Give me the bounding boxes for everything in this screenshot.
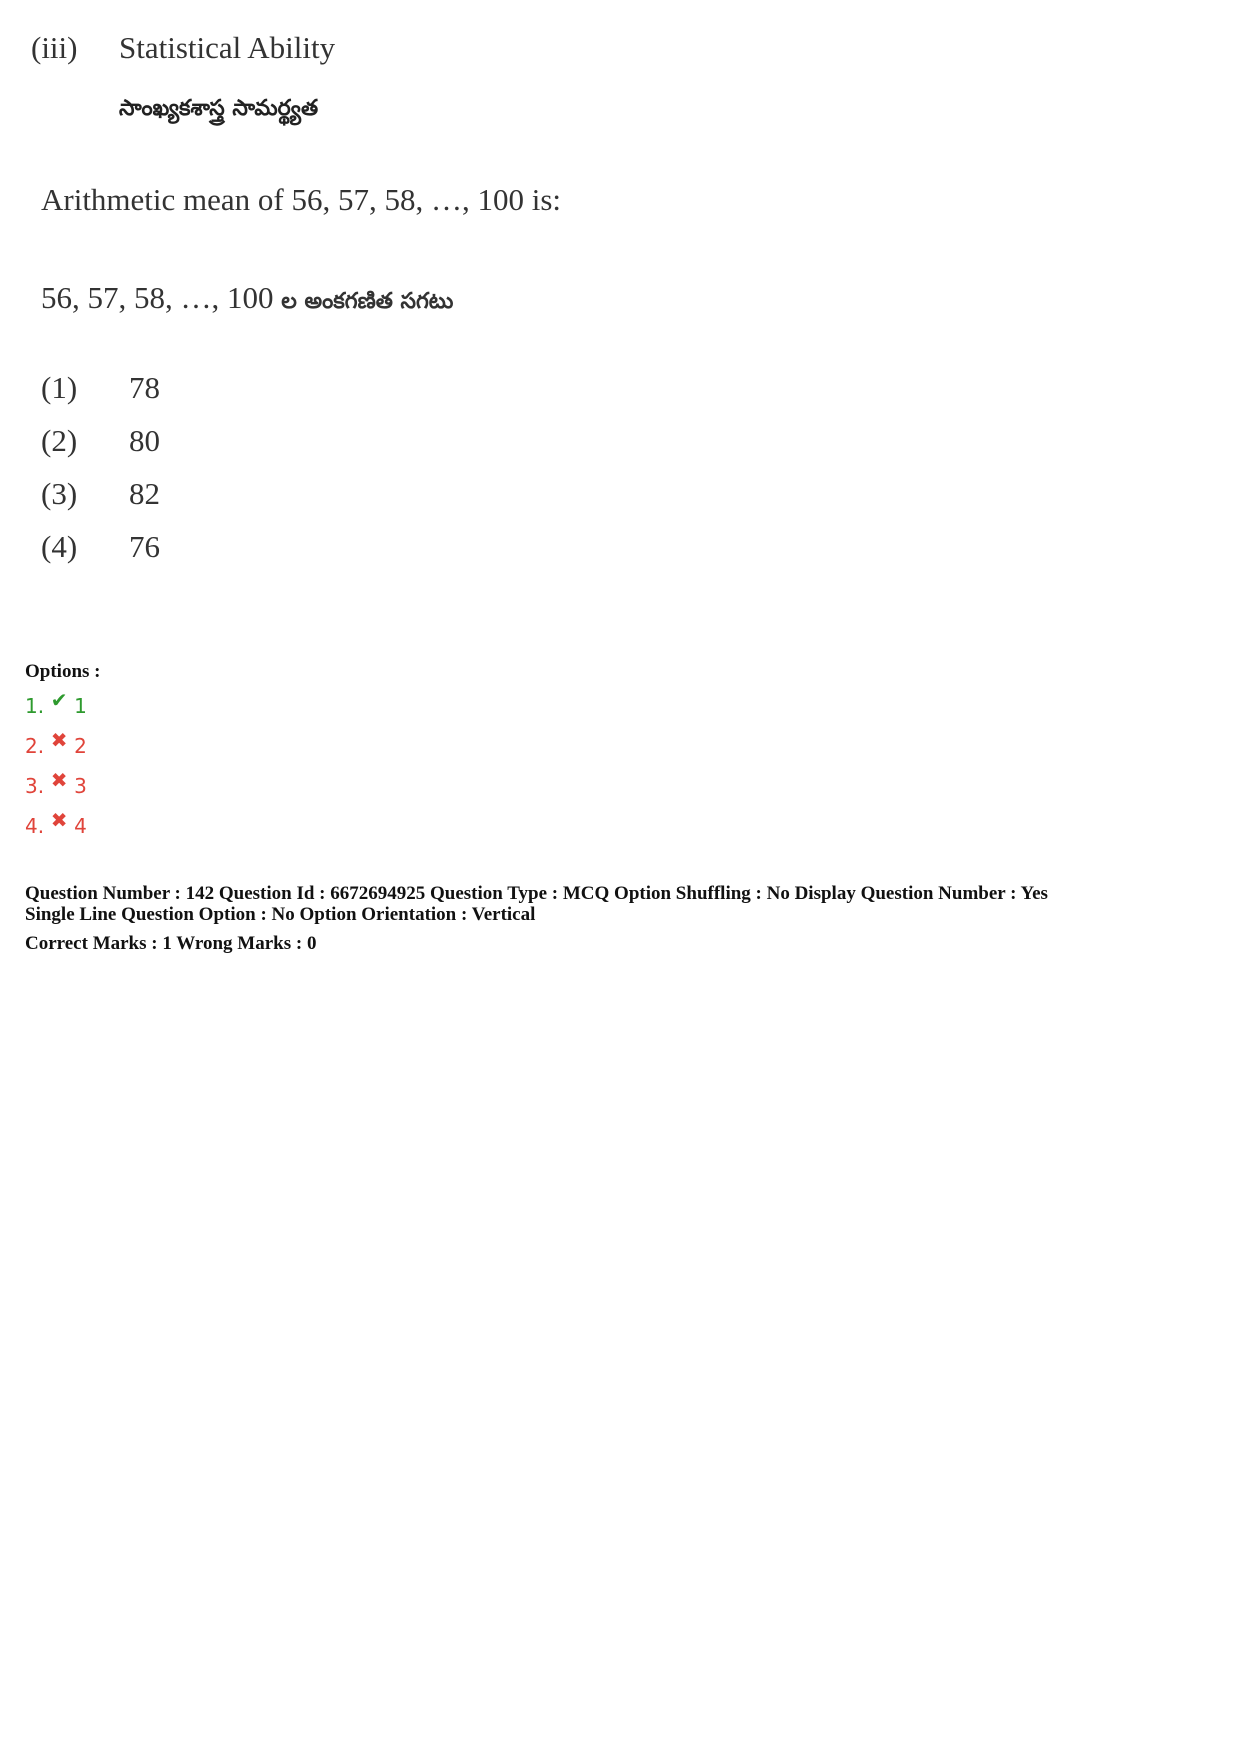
question-text-telugu <box>41 280 453 319</box>
question-meta-line-2: Single Line Question Option : No Option Orientation : Vertical <box>25 904 536 925</box>
choice-value: 80 <box>129 423 160 458</box>
option-index: 4. <box>25 814 45 838</box>
cross-icon: ✖ <box>50 768 68 792</box>
section-number: (iii) <box>31 30 78 65</box>
option-1 <box>25 688 87 718</box>
option-4 <box>25 808 87 838</box>
option-value: 1 <box>74 694 87 718</box>
option-index: 2. <box>25 734 45 758</box>
marks-line: Correct Marks : 1 Wrong Marks : 0 <box>25 933 317 954</box>
cross-icon: ✖ <box>50 728 68 752</box>
cross-icon: ✖ <box>50 808 68 832</box>
option-value: 4 <box>74 814 87 838</box>
question-telugu-numbers: 56, 57, 58, …, 100 <box>41 280 274 315</box>
option-2 <box>25 728 87 758</box>
choice-number: (4) <box>41 529 78 564</box>
question-meta-line-1: Question Number : 142 Question Id : 6672694925 Question Type : MCQ Option Shuffling : No Display Question Number : Yes <box>25 883 1048 904</box>
choice-2 <box>41 423 160 459</box>
option-3 <box>25 768 87 798</box>
question-image <box>24 18 724 658</box>
question-telugu-words: ల అంకగణిత సగటు <box>281 289 454 314</box>
choice-value: 76 <box>129 529 160 564</box>
options-label: Options : <box>25 661 101 682</box>
choice-value: 78 <box>129 370 160 405</box>
choice-number: (3) <box>41 476 78 511</box>
option-index: 1. <box>25 694 45 718</box>
choice-value: 82 <box>129 476 160 511</box>
choice-number: (2) <box>41 423 78 458</box>
section-title: Statistical Ability <box>119 30 336 65</box>
choice-4 <box>41 529 160 565</box>
choice-3 <box>41 476 160 512</box>
choice-1 <box>41 370 160 406</box>
option-value: 3 <box>74 774 87 798</box>
question-text-english: Arithmetic mean of 56, 57, 58, …, 100 is: <box>41 182 562 217</box>
check-icon: ✔ <box>50 688 68 712</box>
option-index: 3. <box>25 774 45 798</box>
option-value: 2 <box>74 734 87 758</box>
choice-number: (1) <box>41 370 78 405</box>
section-title-telugu: సాంఖ్యకశాస్త్ర సామర్థ్యత <box>119 96 319 121</box>
